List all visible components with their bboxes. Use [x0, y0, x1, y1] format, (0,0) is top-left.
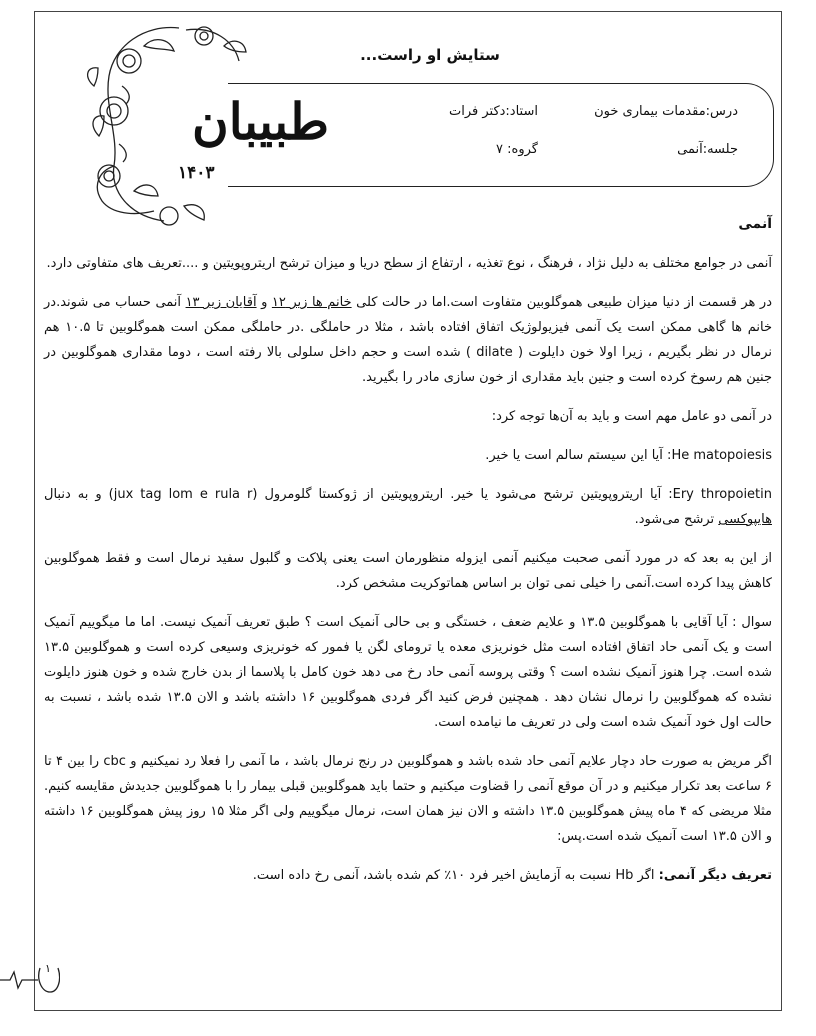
document-body	[44, 212, 772, 902]
paragraph-isolated-anemia: از این به بعد که در مورد آنمی صحبت میکنیم آنمی ایزوله منظورمان است یعنی پلاکت و گلبول سفید نرمال است و فقط هموگلوبین کاهش پیدا کرده است.آنمی را خیلی نمی توان بر اساس هماتوکریت مشخص کرد.	[44, 551, 772, 591]
underlined-men-threshold: آقایان زیر ۱۳	[185, 295, 257, 310]
course-title: درس:مقدمات بیماری خون	[594, 104, 738, 119]
motto: ستایش او راست...	[360, 46, 500, 64]
underlined-women-threshold: خانم ها زیر ۱۲	[271, 295, 352, 310]
paragraph-normal-values	[44, 290, 772, 390]
paragraph-text: آنمی حساب می شوند.در خانم ها گاهی ممکن است یک آنمی فیزیولوژیک اتفاق افتاده باشد ، مثلا در حاملگی .در حاملگی ممکن است هموگلوبین تا ۱۰.۵ هم نرمال در نظر بگیریم ، زیرا اولا خون دایلوت ( dilate ) شده است و حجم داخل سلولی بالا رفته است ، دوما مقداری هموگلوبین در جنین هم رسوخ کرده است و جنین باید مقداری از خون سازی مادر را بگیرید.	[44, 295, 773, 385]
definition-label: تعریف دیگر آنمی:	[658, 868, 772, 883]
teacher-name: استاد:دکتر فرات	[448, 104, 538, 119]
paragraph-text: اگر Hb نسبت به آزمایش اخیر فرد ۱۰٪ کم شده باشد، آنمی رخ داده است.	[252, 868, 659, 883]
paragraph-hematopoiesis: He matopoiesis: آیا این سیستم سالم است یا خیر.	[485, 448, 772, 463]
paragraph-text: در هر قسمت از دنیا میزان طبیعی هموگلوبین متفاوت است.اما در حالت کلی	[351, 295, 772, 310]
group-number: گروه: ۷	[496, 142, 538, 157]
paragraph-question: سوال : آیا آقایی با هموگلوبین ۱۳.۵ و علایم ضعف ، خستگی و بی حالی آنمیک است ؟ طبق تعریف آنمیک نیست. اما ما میگوییم آنمیک است و یک آنمی حاد اتفاق افتاده است مثل خونریزی معده یا ترومای لگن یا فمور که خونریزی وسیعی کرده است و هموگلوبین ۱۳.۵ شده است. چرا هنوز آنمیک نشده است ؟ وقتی پروسه آنمی حاد رخ می دهد خون کامل با پلاسما از بدن خارج شده و خون هنوز دایلوت نشده که هموگلوبین را نرمال نشان دهد . همچنین فرض کنید اگر فردی هموگلوبین ۱۶ داشته باشد و الان ۱۳.۵ شده باشد ، نسبت به حالت اول خود آنمیک شده است ولی در تعریف ما نیامده است.	[44, 615, 773, 730]
paragraph-definition: آنمی در جوامع مختلف به دلیل نژاد ، فرهنگ ، نوع تغذیه ، ارتفاع از سطح دریا و میزان ترشح اریتروپویتین و ....تعریف های متفاوتی دارد.	[46, 256, 772, 271]
session-title: جلسه:آنمی	[677, 142, 738, 157]
section-heading: آنمی	[738, 216, 772, 232]
paragraph-text: و	[256, 295, 272, 310]
paragraph-acute-anemia: اگر مریض به صورت حاد دچار علایم آنمی حاد شده باشد و هموگلوبین در رنج نرمال باشد ، ما آنمی را فعلا رد نمیکنیم و cbc را بین ۴ تا ۶ ساعت بعد تکرار میکنیم و در آن موقع آنمی را قضاوت میکنیم و حتما باید هموگلوبین قبلی بیمار را با هموگلوبین جدیدش مقایسه کنیم. مثلا مریضی که ۴ ماه پیش هموگلوبین ۱۳.۵ داشته و الان نیز همان است، نرمال میگوییم ولی اگر مثلا ۱۵ روز پیش هموگلوبین ۱۶ داشته و الان ۱۳.۵ است آنمیک شده است.پس:	[44, 754, 772, 844]
paragraph-two-factors: در آنمی دو عامل مهم است و باید به آن‌ها توجه کرد:	[491, 409, 772, 424]
paragraph-text: Ery thropoietin: آیا اریتروپویتین ترشح می‌شود یا خیر. اریتروپویتین از ژوکستا گلومرول (jux tag lom e rula r) و به دنبال	[44, 487, 773, 502]
paragraph-text: ترشح می‌شود.	[634, 512, 719, 527]
underlined-hypoxia: هایپوکسی	[718, 512, 772, 527]
logo-text: طبیبان	[192, 92, 330, 151]
heartbeat-stethoscope-icon	[0, 958, 60, 998]
paragraph-other-definition	[44, 863, 772, 888]
paragraph-erythropoietin	[44, 482, 772, 532]
page-number: ۱	[45, 962, 51, 975]
logo-year: ۱۴۰۳	[178, 163, 215, 183]
